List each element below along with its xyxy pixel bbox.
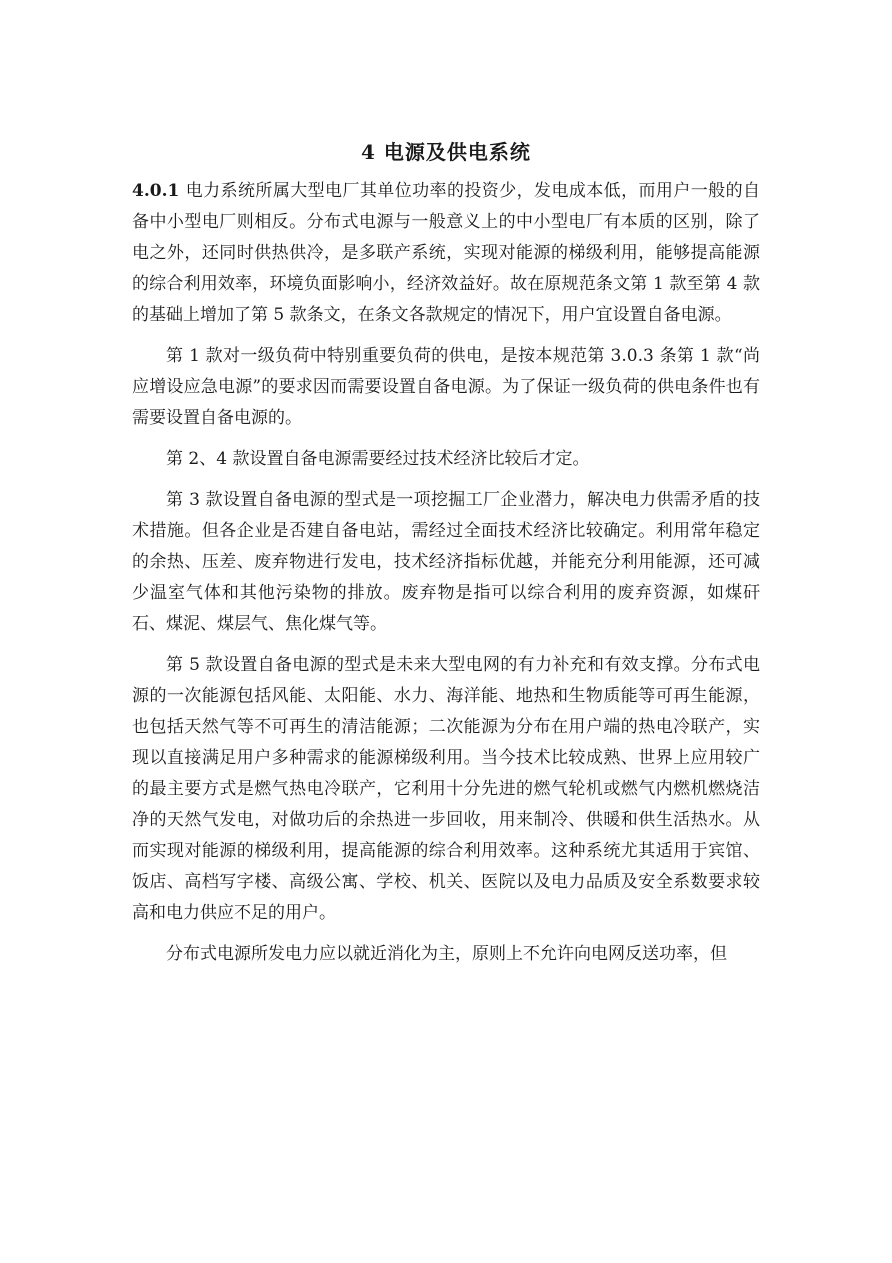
paragraph-4-0-1 [132,176,760,331]
paragraph-item-5: 第 5 款设置自备电源的型式是未来大型电网的有力补充和有效支撑。分布式电源的一次能源包括风能、太阳能、水力、海洋能、地热和生物质能等可再生能源，也包括天然气等不可再生的清洁能源；二次能源为分布在用户端的热电冷联产，实现以直接满足用户多种需求的能源梯级利用。当今技术比较成熟、世界上应用较广的最主要方式是燃气热电冷联产，它利用十分先进的燃气轮机或燃气内燃机燃烧洁净的天然气发电，对做功后的余热进一步回收，用来制冷、供暖和供生活热水。从而实现对能源的梯级利用，提高能源的综合利用效率。这种系统尤其适用于宾馆、饭店、高档写字楼、高级公寓、学校、机关、医院以及电力品质及安全系数要求较高和电力供应不足的用户。 [132,655,760,923]
paragraph-item-2-4: 第 2、4 款设置自备电源需要经过技术经济比较后才定。 [166,449,590,469]
paragraph-text: 电力系统所属大型电厂其单位功率的投资少，发电成本低，而用户一般的自备中小型电厂则相反。分布式电源与一般意义上的中小型电厂有本质的区别，除了电之外，还同时供热供冷，是多联产系统，实现对能源的梯级利用，能够提高能源的综合利用效率，环境负面影响小，经济效益好。故在原规范条文第 1 款至第 4 款的基础上增加了第 5 款条文，在条文各款规定的情况下，用户宜设置自备电源。 [132,181,760,325]
section-title: 4 电源及供电系统 [361,140,531,164]
paragraph-item-1: 第 1 款对一级负荷中特别重要负荷的供电，是按本规范第 3.0.3 条第 1 款“尚应增设应急电源”的要求因而需要设置自备电源。为了保证一级负荷的供电条件也有需要设置自备电源的。 [132,346,760,428]
document-page [132,136,760,980]
paragraph-item-3: 第 3 款设置自备电源的型式是一项挖掘工厂企业潜力，解决电力供需矛盾的技术措施。但各企业是否建自备电站，需经过全面技术经济比较确定。利用常年稳定的余热、压差、废弃物进行发电，技术经济指标优越，并能充分利用能源，还可减少温室气体和其他污染物的排放。废弃物是指可以综合利用的废弃资源，如煤矸石、煤泥、煤层气、焦化煤气等。 [132,490,760,634]
paragraph-distributed-power: 分布式电源所发电力应以就近消化为主，原则上不允许向电网反送功率，但 [166,944,727,964]
clause-number: 4.0.1 [132,181,180,201]
